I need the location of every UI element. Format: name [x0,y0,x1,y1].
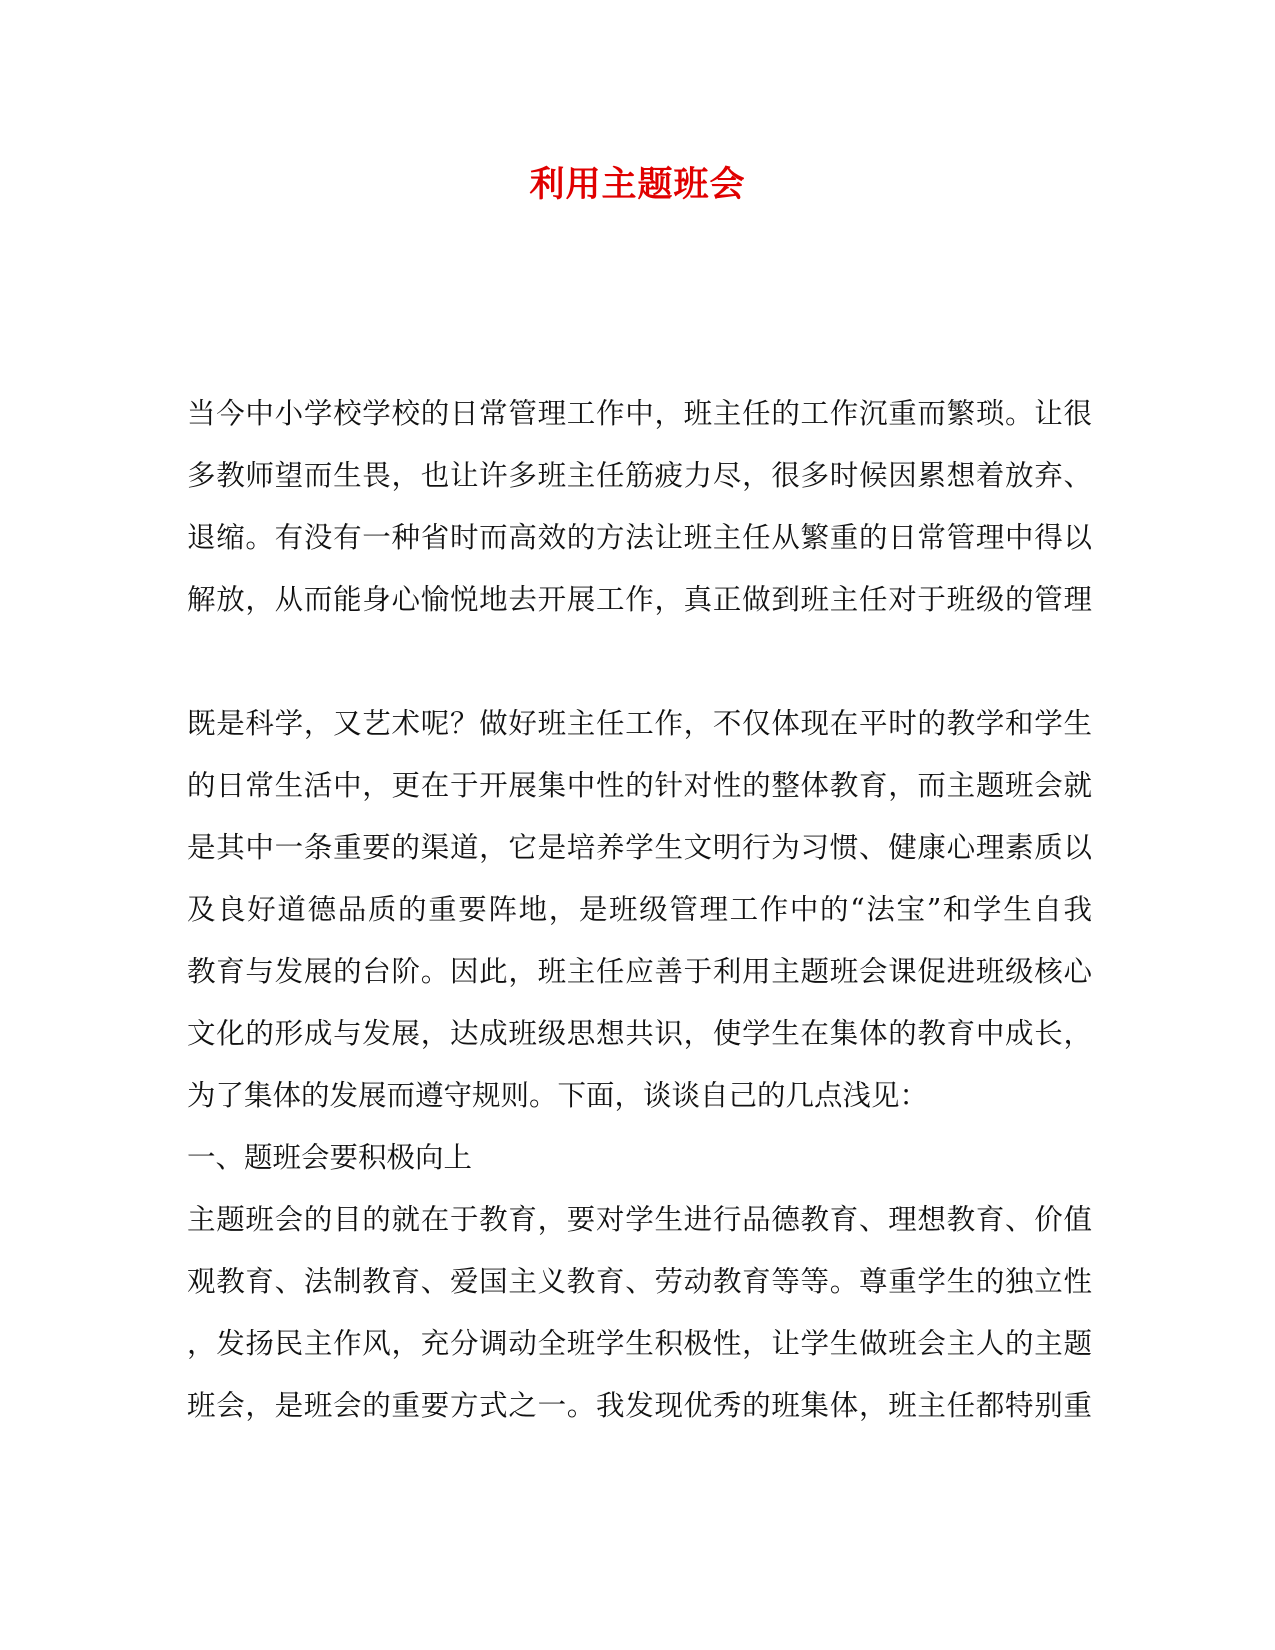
paragraph-line: 文化的形成与发展，达成班级思想共识，使学生在集体的教育中成长， [187,1017,1092,1050]
paragraph-line: 主题班会的目的就在于教育，要对学生进行品德教育、理想教育、价值 [187,1203,1092,1236]
paragraph-line: ，发扬民主作风，充分调动全班学生积极性，让学生做班会主人的主题 [187,1327,1092,1360]
section-heading: 一、题班会要积极向上 [187,1141,473,1174]
paragraph-line: 为了集体的发展而遵守规则。下面，谈谈自己的几点浅见： [187,1079,929,1112]
paragraph-line: 是其中一条重要的渠道，它是培养学生文明行为习惯、健康心理素质以 [187,831,1092,864]
paragraph-line: 及良好道德品质的重要阵地，是班级管理工作中的“法宝”和学生自我 [187,893,1092,926]
document-title: 利用主题班会 [529,164,746,205]
paragraph-line: 解放，从而能身心愉悦地去开展工作，真正做到班主任对于班级的管理 [187,583,1092,616]
paragraph-line: 多教师望而生畏，也让许多班主任筋疲力尽，很多时候因累想着放弃、 [187,459,1092,492]
paragraph-line: 当今中小学校学校的日常管理工作中，班主任的工作沉重而繁琐。让很 [187,397,1092,430]
paragraph-line: 教育与发展的台阶。因此，班主任应善于利用主题班会课促进班级核心 [187,955,1092,988]
paragraph-line: 既是科学，又艺术呢？做好班主任工作，不仅体现在平时的教学和学生 [187,707,1092,740]
paragraph-line: 班会，是班会的重要方式之一。我发现优秀的班集体，班主任都特别重 [187,1389,1092,1422]
paragraph-line: 退缩。有没有一种省时而高效的方法让班主任从繁重的日常管理中得以 [187,521,1092,554]
paragraph-line: 的日常生活中，更在于开展集中性的针对性的整体教育，而主题班会就 [187,769,1092,802]
paragraph-line: 观教育、法制教育、爱国主义教育、劳动教育等等。尊重学生的独立性 [187,1265,1092,1298]
